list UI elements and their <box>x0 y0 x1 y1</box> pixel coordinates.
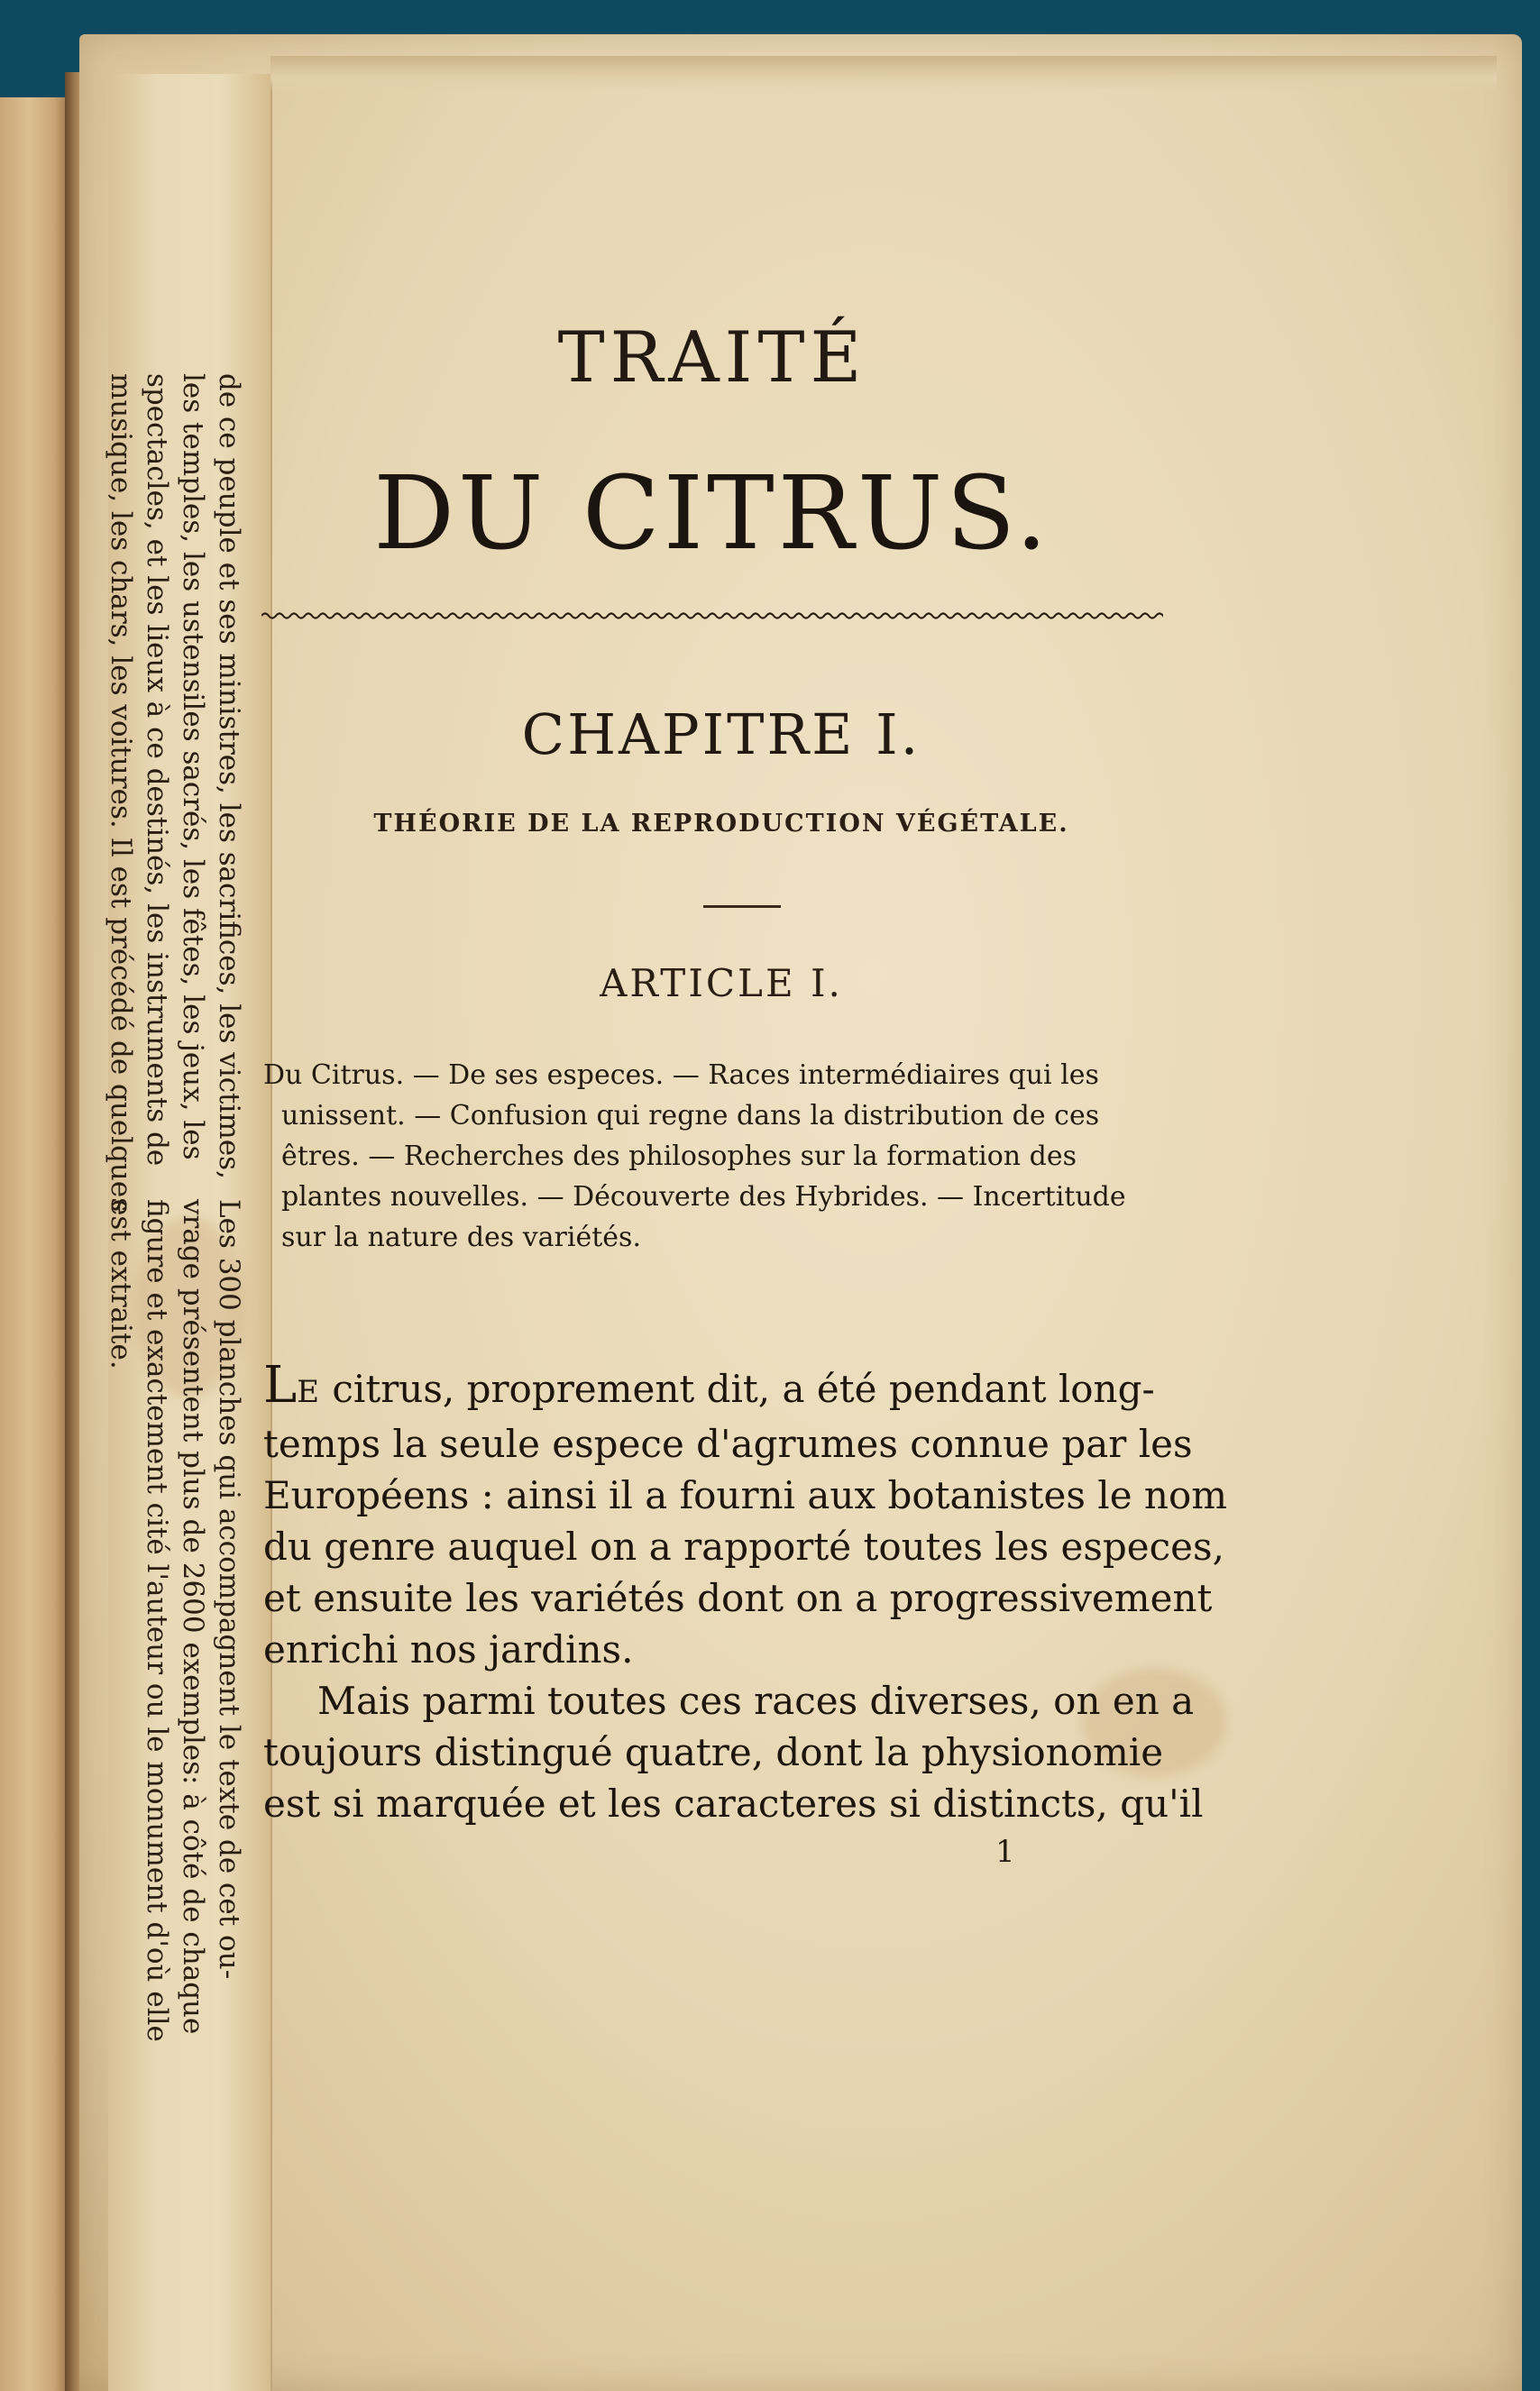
side-line: les temples, les ustensiles sacrés, les fêtes, les jeux, les <box>177 373 209 1160</box>
summary-line: Du Citrus. — De ses especes. — Races intermédiaires qui les <box>263 1059 1099 1091</box>
title-line-2: DU CITRUS. <box>373 455 1051 573</box>
article-summary <box>263 1055 1174 1258</box>
chapter-subtitle: THÉORIE DE LA REPRODUCTION VÉGÉTALE. <box>373 810 1069 838</box>
body-line: Européens : ainsi il a fourni aux botanistes le nom <box>263 1473 1228 1517</box>
summary-line: sur la nature des variétés. <box>281 1222 641 1253</box>
side-line: vrage présentent plus de 2600 exemples: à côté de chaque <box>177 1199 209 2035</box>
body-line: est si marquée et les caracteres si distincts, qu'il <box>263 1782 1204 1826</box>
drop-cap: L <box>263 1356 298 1415</box>
page-top-edge <box>270 56 1497 92</box>
side-column-text-2 <box>0 1199 247 2317</box>
ornamental-rule <box>261 609 1163 622</box>
side-line: de ce peuple et ses ministres, les sacrifices, les victimes, <box>213 373 245 1179</box>
side-line: Les 300 planches qui accompagnent le texte de cet ou- <box>213 1199 245 1980</box>
side-line: est extraite. <box>105 1199 137 1370</box>
side-line: musique, les chars, les voitures. Il est précédé de quelques <box>105 373 137 1213</box>
short-divider <box>703 905 781 908</box>
body-line: enrichi nos jardins. <box>263 1627 634 1672</box>
side-line: spectacles, et les lieux à ce destinés, les instruments de <box>141 373 173 1167</box>
body-line: Mais parmi toutes ces races diverses, on en a <box>317 1679 1195 1723</box>
side-paragraph-2 <box>103 1199 247 2317</box>
summary-line: êtres. — Recherches des philosophes sur la formation des <box>281 1141 1077 1172</box>
chapter-heading: CHAPITRE I. <box>521 701 921 767</box>
body-paragraphs <box>263 1356 1228 1829</box>
body-line: toujours distingué quatre, dont la physionomie <box>263 1730 1164 1774</box>
article-heading: ARTICLE I. <box>600 961 843 1005</box>
body-line: temps la seule espece d'agrumes connue par les <box>263 1422 1193 1466</box>
summary-line: plantes nouvelles. — Découverte des Hybrides. — Incertitude <box>281 1181 1126 1213</box>
body-line: du genre auquel on a rapporté toutes les especes, <box>263 1525 1224 1569</box>
small-cap: E <box>297 1374 321 1410</box>
title-line-1: TRAITÉ <box>557 317 867 398</box>
page-number: 1 <box>995 1834 1015 1870</box>
body-line: et ensuite les variétés dont on a progressivement <box>263 1576 1213 1620</box>
summary-line: unissent. — Confusion qui regne dans la distribution de ces <box>281 1100 1100 1131</box>
body-first-line <box>263 1356 1183 1418</box>
side-line: figure et exactement cité l'auteur ou le monument d'où elle <box>141 1199 173 2042</box>
body-line-text: citrus, proprement dit, a été pendant long- <box>320 1367 1155 1411</box>
